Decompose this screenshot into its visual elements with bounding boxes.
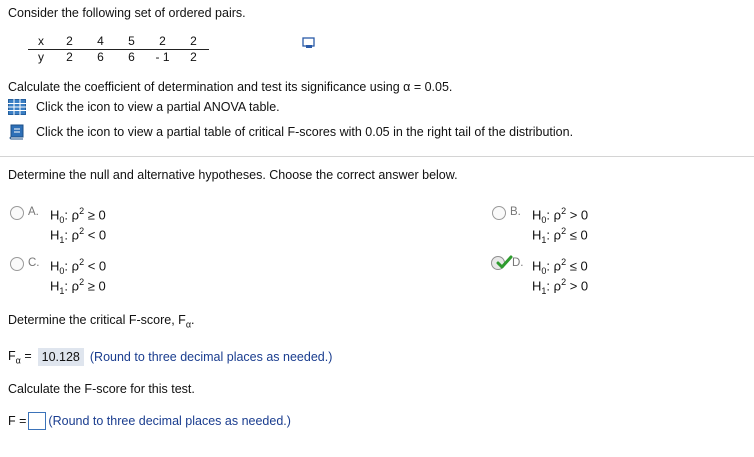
x-label: x: [28, 34, 54, 50]
option-a-h0[interactable]: $H_0$: $\rho^2 \ge 0$: [50, 206, 106, 225]
y-row: [28, 50, 209, 66]
critical-f-answer: 10.128: [38, 348, 84, 366]
hypotheses-question: Determine the null and alternative hypotheses. Choose the correct answer below.: [8, 168, 458, 182]
fscore-hint: (Round to three decimal places as needed.): [48, 414, 291, 428]
x-value: 2: [54, 34, 85, 50]
fscores-link-text: Click the icon to view a partial table of critical F-scores with 0.05 in the right tail of the distribution.: [36, 125, 574, 139]
copy-data-icon[interactable]: [302, 37, 316, 49]
calc-instructions: Calculate the coefficient of determination and test its significance using α = 0.05.: [8, 80, 453, 94]
ordered-pairs-table: [28, 34, 209, 65]
y-value: 2: [66, 50, 73, 64]
option-b-h0[interactable]: $H_0$: $\rho^2 > 0$: [532, 206, 589, 225]
x-value: 2: [178, 34, 209, 50]
fscore-question: Calculate the F-score for this test.: [8, 382, 195, 396]
critical-f-question: Determine the critical F-score, $F_\alpha$.: [8, 313, 195, 330]
x-value: 2: [147, 34, 178, 50]
option-b-h1[interactable]: $H_1$: $\rho^2 \le 0$: [532, 226, 588, 245]
option-a-h1[interactable]: $H_1$: $\rho^2 < 0$: [50, 226, 107, 245]
option-c-letter: C.: [28, 257, 40, 269]
y-label: y: [38, 50, 44, 64]
option-d-h0[interactable]: $H_0$: $\rho^2 \le 0$: [532, 257, 588, 276]
y-value: 6: [128, 50, 135, 64]
fscore-input[interactable]: [28, 412, 46, 430]
y-value: 2: [190, 50, 197, 64]
option-d-letter: D.: [512, 257, 524, 269]
section-divider: [0, 156, 754, 157]
x-row: [28, 34, 209, 50]
fscores-link[interactable]: [8, 124, 573, 140]
option-c-h0[interactable]: $H_0$: $\rho^2 < 0$: [50, 257, 107, 276]
y-value: - 1: [155, 50, 170, 64]
x-value: 5: [116, 34, 147, 50]
book-icon[interactable]: [8, 124, 26, 140]
option-d-h1[interactable]: $H_1$: $\rho^2 > 0$: [532, 277, 589, 296]
table-grid-icon[interactable]: [8, 99, 26, 115]
fscore-label: F =: [8, 414, 27, 428]
y-value: 6: [97, 50, 104, 64]
option-a-letter: A.: [28, 206, 39, 218]
anova-link-text: Click the icon to view a partial ANOVA table.: [36, 100, 280, 114]
fscore-answer-row: [8, 412, 291, 430]
critical-f-answer-row: [8, 348, 332, 366]
option-c-radio[interactable]: [10, 257, 24, 274]
critical-f-hint: (Round to three decimal places as needed.): [89, 350, 333, 364]
problem-prompt: Consider the following set of ordered pairs.: [8, 6, 246, 20]
option-d-radio[interactable]: [490, 255, 514, 271]
x-value: 4: [85, 34, 116, 50]
anova-link[interactable]: [8, 99, 280, 115]
option-a-radio[interactable]: [10, 206, 24, 223]
option-b-radio[interactable]: [492, 206, 506, 223]
option-b-letter: B.: [510, 206, 521, 218]
critical-f-label: $F_\alpha$ =: [8, 348, 32, 366]
option-c-h1[interactable]: $H_1$: $\rho^2 \ge 0$: [50, 277, 106, 296]
